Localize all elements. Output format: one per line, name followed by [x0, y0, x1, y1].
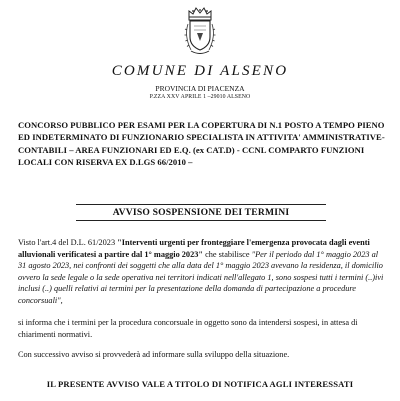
visto-middle: che stabilisce	[203, 249, 252, 259]
notifica-statement: IL PRESENTE AVVISO VALE A TITOLO DI NOTIFICA AGLI INTERESSATI	[46, 379, 354, 389]
comune-name: COMUNE DI ALSENO	[111, 63, 289, 79]
visto-intro: Visto l'art.4 del D.L. 61/2023	[18, 238, 118, 247]
decree-quote: "Per il periodo dal 1° maggio 2023 al 31 agosto 2023, nei confronti dei soggetti che alla data del 1° maggio 2023 avevano la residenza, il domicilio ovvero la sede legale o la sede operativa nei territori indicati nell'allegato 1, sono sospesi tutti i termini (..)ivi inclusi (..) quelli relativi ai termini per la presentazione della domanda di partecipazione a procedure concorsuali",	[18, 249, 384, 305]
decree-title: "Interventi urgenti per fronteggiare l'emergenza provocata dagli eventi alluvionali verificatesi a partire dal 1° maggio 2023"	[18, 238, 370, 259]
municipal-crest-icon	[183, 6, 217, 58]
provincia-label: PROVINCIA DI PIACENZA	[155, 84, 245, 93]
avviso-heading: AVVISO SOSPENSIONE DEI TERMINI	[76, 204, 326, 221]
paragraph-sospensione: si informa che i termini per la procedura concorsuale in oggetto sono da intendersi sospesi, in attesa di chiarimenti normativi.	[18, 318, 358, 339]
paragraph-visto	[18, 237, 385, 307]
paragraph-successivo-avviso: Con successivo avviso si provvederà ad informare sulla sviluppo della situazione.	[18, 350, 290, 359]
address-line: P.ZZA XXV APRILE 1 –29010 ALSENO	[149, 94, 251, 100]
concorso-title: CONCORSO PUBBLICO PER ESAMI PER LA COPERTURA DI N.1 POSTO A TEMPO PIENO ED INDETERMINATO DI FUNZIONARIO SPECIALISTA IN ATTIVITA' AMMINISTRATIVE-CONTABILI – AREA FUNZIONARI ED E.Q. (ex CAT.D) - CCNL COMPARTO FUNZIONI LOCALI CON RISERVA EX D.LGS 66/2010 –	[18, 120, 385, 168]
